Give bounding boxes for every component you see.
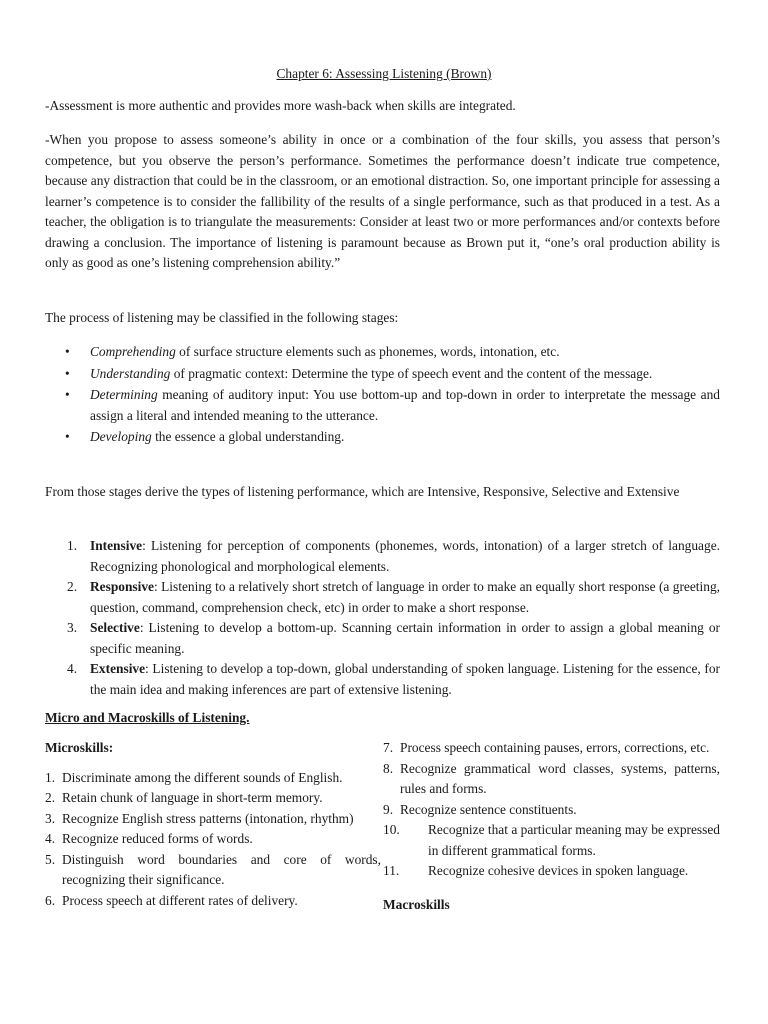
bullet-icon: • [65,365,70,381]
type-text: : Listening for perception of components (phonemes, words, intonation) of a larger stretch of language. Recognizing phonological and morphological elements. [90,538,720,574]
paragraph-competence: -When you propose to assess someone’s ability in once or a combination of the four skills, you assess that person’s competence, but you observe the person’s performance. Sometimes the performance doesn’t indicate true competence, because any distraction that could be in the classroom, or an emotional distraction. So, one important principle for assessing a learner’s competence is to consider the fallibility of the results of a single performance, such as that produced in a test. As a teacher, the obligation is to triangulate the measurements: Consider at least two or more performances and/or contexts before drawing a conclusion. The importance of listening is paramount because as Brown put it, “one’s oral production ability is only as good as one’s listening comprehension ability.” [45,132,720,270]
type-term: Selective [90,620,140,635]
item-number: 2. [67,579,78,594]
item-text: Recognize grammatical word classes, systems, patterns, rules and forms. [400,760,720,796]
item-number: 4. [67,661,78,676]
type-text: : Listening to develop a top-down, global understanding of spoken language. Listening for the essence, for the main idea and making inferences are part of extensive listening. [90,661,720,697]
stage-term: Determining [90,387,158,402]
section-heading: Micro and Macroskills of Listening. [45,710,250,725]
stage-text: the essence a global understanding. [151,429,345,444]
item-number: 6. [45,892,56,908]
item-number: 10. [383,822,400,837]
type-text: : Listening to develop a bottom-up. Scanning certain information in order to assign a global meaning or specific meaning. [90,620,720,656]
list-item [383,738,720,759]
list-item [45,788,381,809]
item-number: 3. [67,620,78,635]
item-text: Recognize English stress patterns (intonation, rhythm) [62,810,354,826]
item-text: Distinguish word boundaries and core of words, recognizing their significance. [62,851,381,887]
item-text: Recognize cohesive devices in spoken language. [428,863,689,878]
list-item [45,768,381,789]
item-text: Recognize sentence constituents. [400,801,577,817]
item-number: 1. [45,769,56,785]
microskills-heading: Microskills: [45,740,114,755]
item-number: 9. [383,801,394,817]
item-number: 4. [45,831,56,846]
list-item [383,820,720,861]
type-term: Responsive [90,579,154,594]
page-title: Chapter 6: Assessing Listening (Brown) [276,66,492,81]
item-text: Discriminate among the different sounds of English. [62,769,343,785]
stage-term: Comprehending [90,344,176,359]
list-item [45,891,381,912]
paragraph-types-intro: From those stages derive the types of listening performance, which are Intensive, Responsive, Selective and Extensive [45,484,680,499]
item-number: 2. [45,790,56,805]
stage-term: Understanding [90,365,171,381]
list-item [45,427,720,448]
list-item [383,759,720,800]
list-item [45,385,720,426]
list-item [45,850,381,891]
paragraph-stages-intro: The process of listening may be classified in the following stages: [45,310,399,325]
bullet-icon: • [65,344,70,359]
item-text: Retain chunk of language in short-term memory. [62,790,323,805]
list-item [383,800,720,821]
listening-types-list [45,536,720,700]
microskills-column-right [383,738,720,915]
bullet-icon: • [65,429,70,444]
type-text: : Listening to a relatively short stretch of language in order to make an equally short response (a greeting, question, command, comprehension check, etc) in order to make a short response. [90,579,720,615]
type-term: Extensive [90,661,146,676]
item-text: Process speech containing pauses, errors, corrections, etc. [400,740,710,755]
microskills-list-right [383,738,720,882]
stage-text: of pragmatic context: Determine the type of speech event and the content of the message. [170,365,653,381]
stage-text: of surface structure elements such as phonemes, words, intonation, etc. [175,344,560,359]
list-item [45,536,720,577]
item-number: 5. [45,851,56,867]
item-text: Recognize that a particular meaning may be expressed in different grammatical forms. [428,822,720,858]
bullet-icon: • [65,387,70,402]
microskills-column-left [45,738,381,911]
item-number: 7. [383,740,394,755]
item-number: 1. [67,538,78,553]
list-item [45,618,720,659]
item-text: Process speech at different rates of delivery. [62,892,298,908]
stages-list [45,342,720,449]
item-number: 3. [45,810,56,826]
list-item [45,342,720,363]
microskills-list-left [45,768,381,912]
list-item [45,364,720,385]
stage-text: meaning of auditory input: You use bottom-up and top-down in order to interpretate the message and assign a literal and intended meaning to the utterance. [90,387,720,423]
item-number: 8. [383,760,394,776]
type-term: Intensive [90,538,143,553]
list-item [45,809,381,830]
list-item [45,829,381,850]
list-item [45,577,720,618]
list-item [383,861,720,882]
macroskills-heading: Macroskills [383,896,450,912]
paragraph-integration: -Assessment is more authentic and provides more wash-back when skills are integrated. [45,98,516,113]
item-number: 11. [383,863,400,878]
item-text: Recognize reduced forms of words. [62,831,253,846]
list-item [45,659,720,700]
stage-term: Developing [90,429,152,444]
